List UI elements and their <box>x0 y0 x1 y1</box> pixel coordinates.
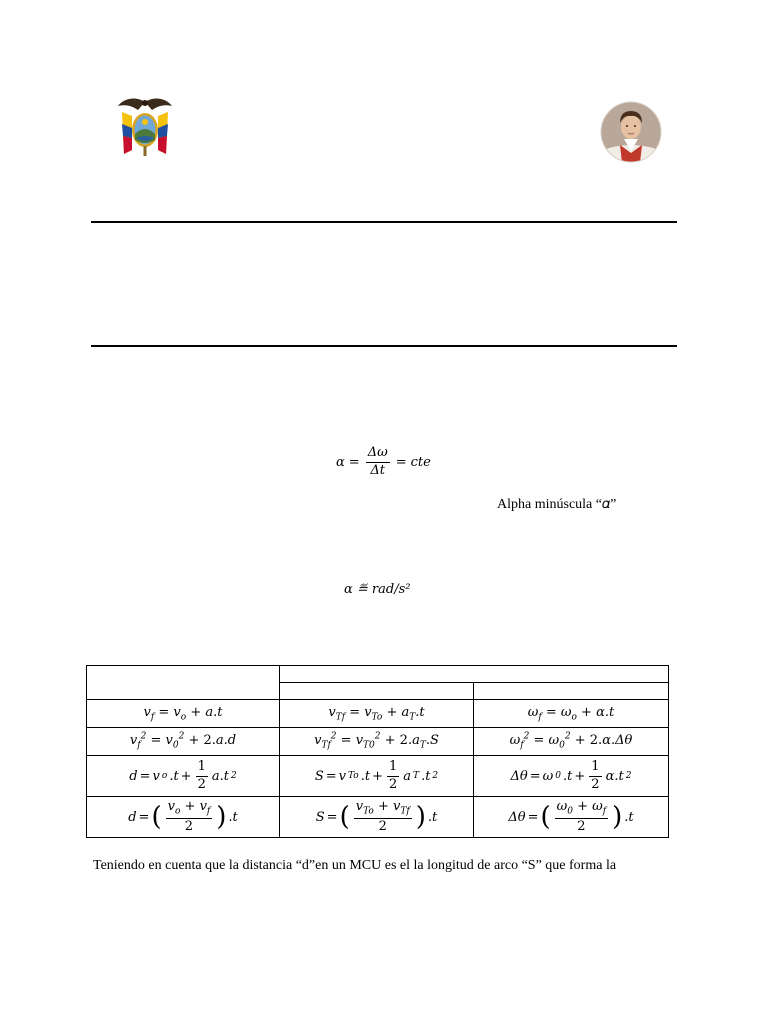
table-subheader-angular <box>474 683 669 700</box>
formula-cell <box>474 756 669 797</box>
formula-d-average: d = ( $\frac{v_o + v_f}{2}$ ) .t <box>128 798 238 834</box>
formula-theta-average: Δθ = ( $\frac{\omega_0 + \omega_f}{2}$ ) .t <box>508 798 634 834</box>
alpha-note: Alpha minúscula “𝛼” <box>497 497 617 512</box>
formula-cell <box>87 797 280 838</box>
eq-rhs: cte <box>410 454 431 470</box>
table-header-row <box>87 666 669 683</box>
table-row <box>87 728 669 756</box>
formula-cell <box>280 728 474 756</box>
formula-vtf2: $v_{Tf}^2 = v_{T0}^2 + 2.a_T.S$ <box>314 732 439 751</box>
formula-s-tangential: S = v To .t + $\frac{1}{2}$ a T .t 2 <box>314 758 439 792</box>
eq-equals: = <box>348 454 360 470</box>
table-header-cell-linear <box>87 666 280 700</box>
formula-vf-linear: $v_f = v_o + a.t$ <box>143 704 223 723</box>
formula-vtf: $v_{Tf} = v_{To} + a_T.t$ <box>328 704 425 723</box>
eq-numerator: Δω <box>366 446 390 463</box>
formula-cell <box>280 797 474 838</box>
table-row <box>87 756 669 797</box>
formula-cell <box>474 797 669 838</box>
formula-cell <box>87 756 280 797</box>
formula-cell <box>280 756 474 797</box>
formula-vf2-linear: $v_f^2 = v_0^2 + 2.a.d$ <box>129 732 237 751</box>
formula-cell <box>280 700 474 728</box>
formula-cell <box>87 700 280 728</box>
eq-equals-2: = <box>395 454 407 470</box>
body-paragraph: Teniendo en cuenta que la distancia “d”en un MCU es el la longitud de arco “S” que forma la <box>93 858 617 873</box>
eq-fraction <box>366 446 390 479</box>
header-rule-top <box>91 221 677 223</box>
formula-s-average: S = ( $\frac{v_{To} + v_{Tf}}{2}$ ) .t <box>315 798 438 834</box>
formula-d-linear: d = v o .t + $\frac{1}{2}$ a.t 2 <box>129 758 237 792</box>
eq-denominator: Δt <box>370 462 385 478</box>
formula-theta-angular: Δθ = ω 0 .t + $\frac{1}{2}$ α.t 2 <box>510 758 632 792</box>
table-subheader-tangential <box>280 683 474 700</box>
kinematics-formula-table <box>86 665 669 838</box>
formula-wf2: $\omega_f^2 = \omega_0^2 + 2.\alpha.\Delta\theta$ <box>509 732 633 751</box>
formula-wf: $\omega_f = \omega_o + \alpha.t$ <box>527 704 615 723</box>
formula-cell <box>87 728 280 756</box>
table-header-cell-circular <box>280 666 669 683</box>
angular-acceleration-equation <box>336 446 431 479</box>
portrait-medallion-icon <box>600 101 662 163</box>
formula-cell <box>474 728 669 756</box>
table-row <box>87 700 669 728</box>
coat-of-arms-icon <box>116 94 174 158</box>
units-equation: α ≝ rad/s² <box>344 582 411 597</box>
formula-cell <box>474 700 669 728</box>
eq-lhs: α <box>336 454 345 470</box>
header-rule-bottom <box>91 345 677 347</box>
table-row <box>87 797 669 838</box>
